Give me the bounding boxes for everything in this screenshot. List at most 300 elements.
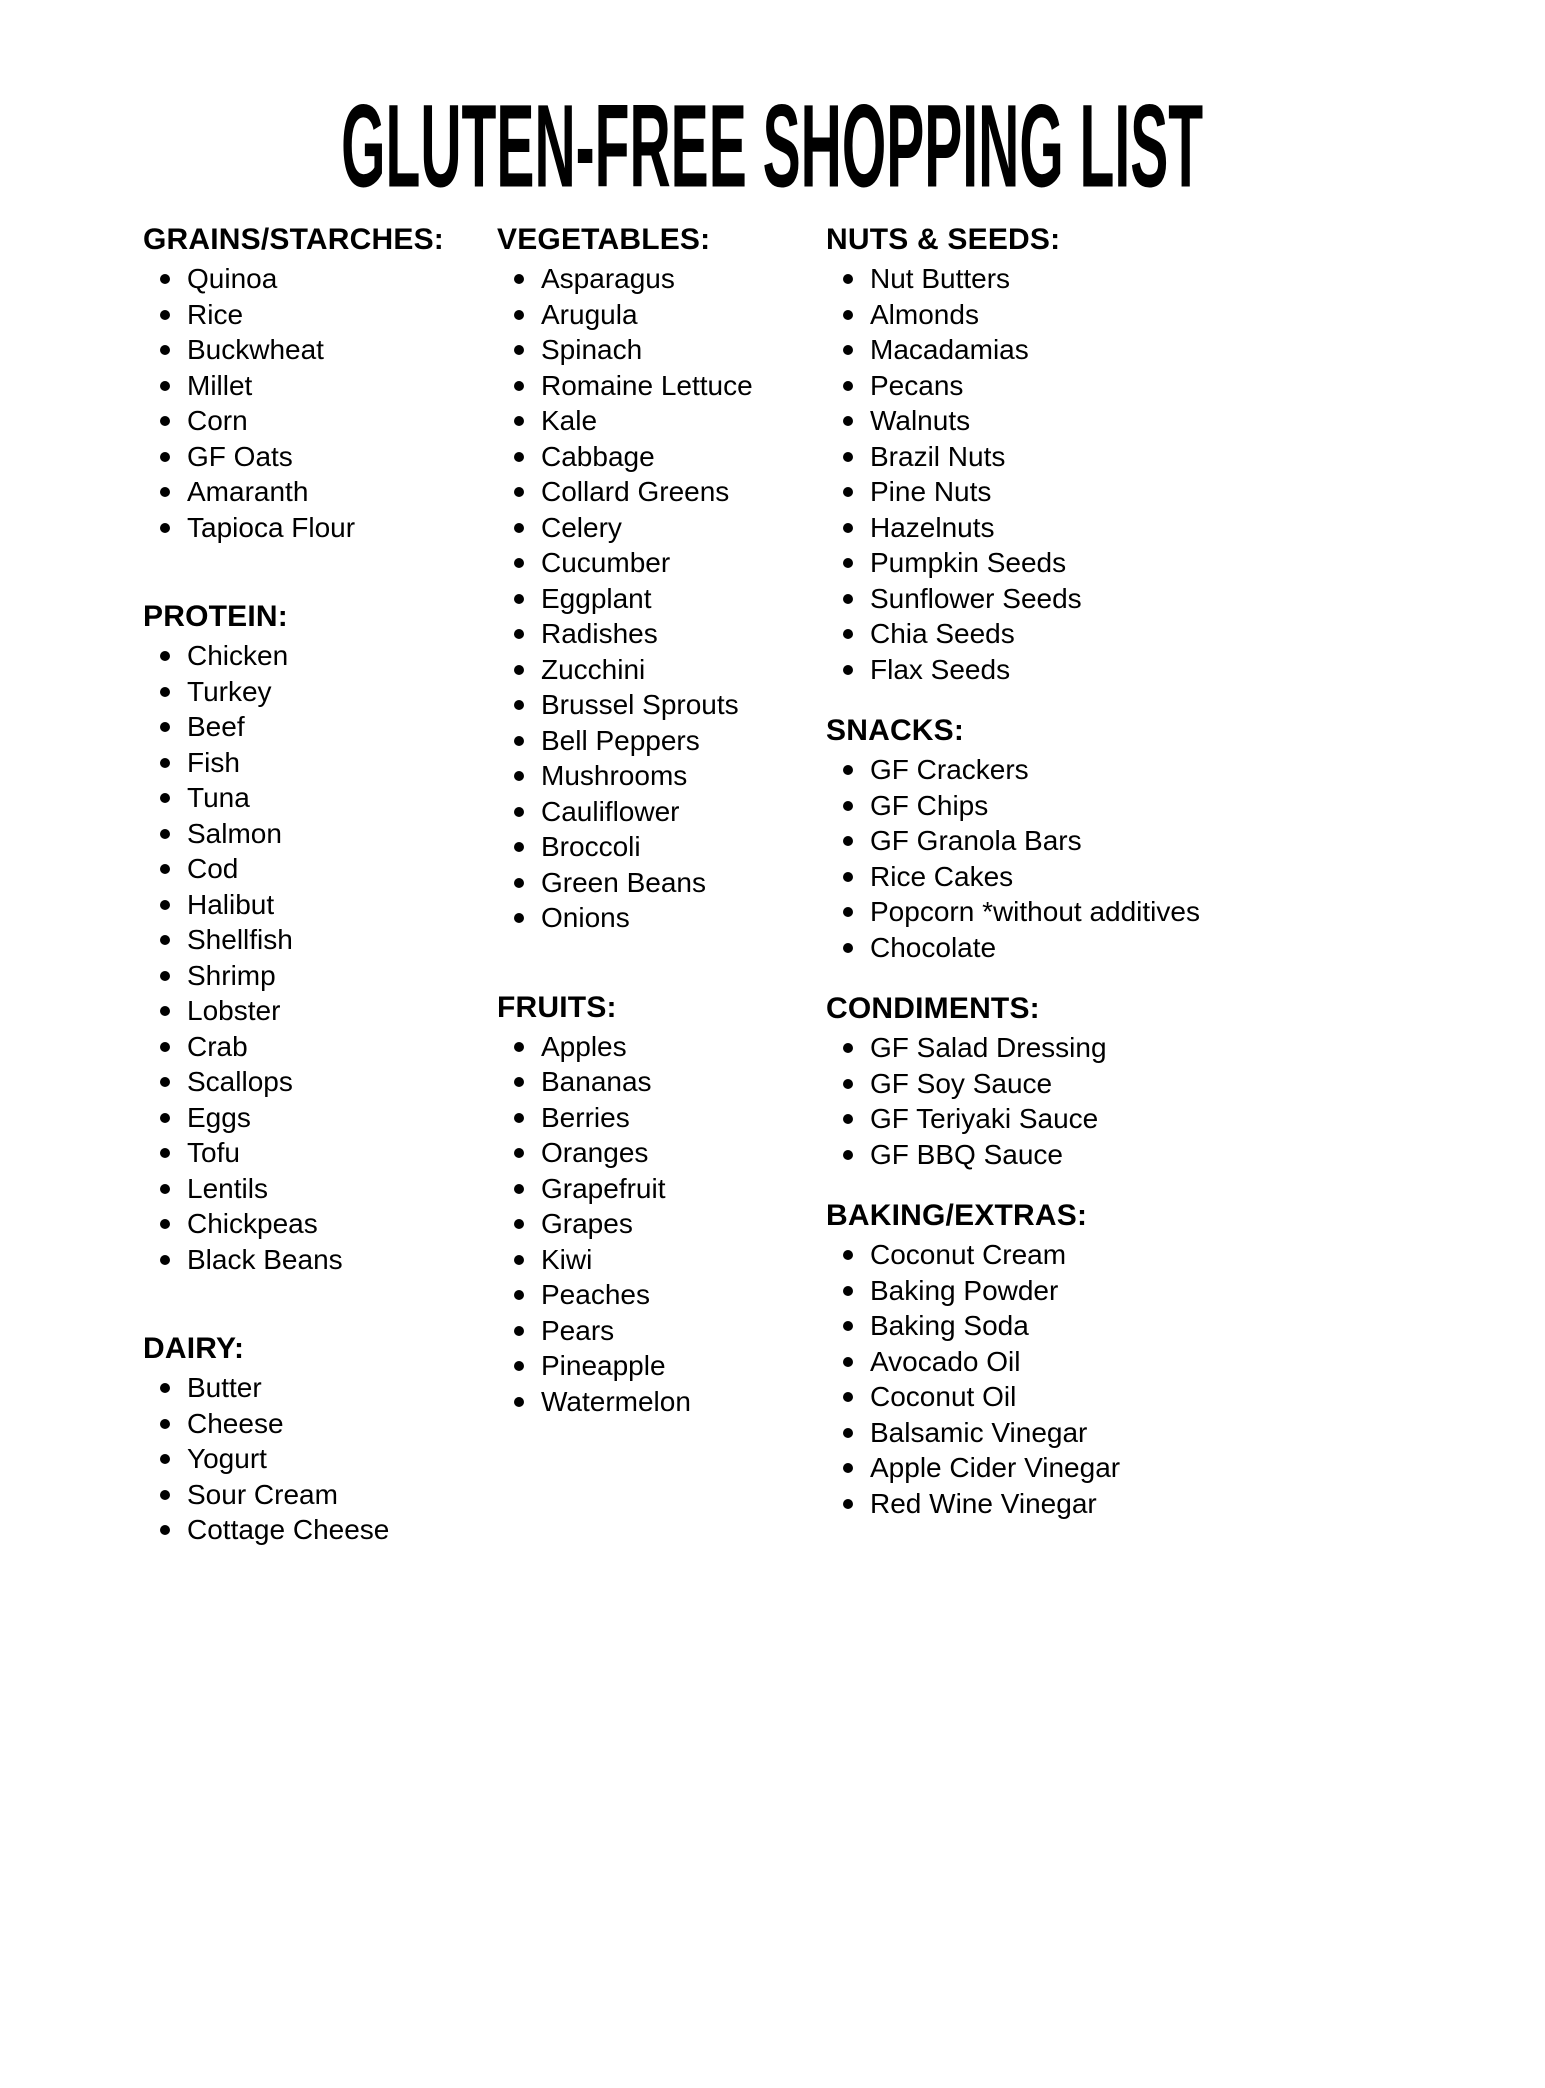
- list-item: [826, 1066, 1515, 1102]
- item-list: [143, 638, 497, 1277]
- item-label: Halibut: [187, 888, 275, 920]
- bullet-icon: [160, 1525, 170, 1535]
- bullet-icon: [843, 1250, 853, 1260]
- list-item: [497, 510, 826, 546]
- bullet-icon: [843, 1392, 853, 1402]
- list-item: [143, 403, 497, 439]
- column-2: [497, 222, 826, 1419]
- shopping-list-columns: [0, 222, 1545, 1548]
- list-item: [497, 581, 826, 617]
- section-heading: FRUITS:: [497, 990, 617, 1024]
- list-item: [143, 780, 497, 816]
- item-label: Yogurt: [187, 1443, 267, 1474]
- bullet-icon: [843, 1043, 853, 1053]
- bullet-icon: [514, 1397, 524, 1407]
- bullet-icon: [843, 801, 853, 811]
- item-label: Butter: [187, 1372, 262, 1403]
- list-item: [143, 1171, 497, 1207]
- section-heading: GRAINS/STARCHES:: [143, 223, 444, 256]
- list-item: [826, 930, 1515, 966]
- list-item: [497, 758, 826, 794]
- list-item: [826, 788, 1515, 824]
- item-label: Grapefruit: [541, 1172, 666, 1204]
- section-heading: PROTEIN:: [143, 600, 288, 633]
- bullet-icon: [843, 345, 853, 355]
- item-label: Scallops: [187, 1066, 293, 1097]
- list-item: [497, 1348, 826, 1384]
- bullet-icon: [843, 943, 853, 953]
- item-label: Apple Cider Vinegar: [870, 1452, 1121, 1483]
- section-dairy: [143, 1331, 497, 1548]
- bullet-icon: [160, 487, 170, 497]
- item-label: Cottage Cheese: [187, 1514, 390, 1545]
- list-item: [143, 474, 497, 510]
- item-label: Flax Seeds: [870, 653, 1011, 685]
- bullet-icon: [514, 700, 524, 710]
- item-label: Brazil Nuts: [870, 440, 1006, 472]
- item-label: Shellfish: [187, 924, 293, 955]
- bullet-icon: [160, 1077, 170, 1087]
- item-label: Popcorn *without additives: [870, 896, 1200, 927]
- list-item: [497, 332, 826, 368]
- bullet-icon: [514, 381, 524, 391]
- item-label: Chocolate: [870, 931, 997, 963]
- item-label: Kale: [541, 405, 598, 436]
- item-label: Berries: [541, 1101, 630, 1133]
- list-item: [143, 1206, 497, 1242]
- list-item: [826, 1273, 1515, 1309]
- bullet-icon: [843, 594, 853, 604]
- list-item: [826, 752, 1515, 788]
- list-item: [497, 1384, 826, 1420]
- section-grains-starches: [143, 222, 497, 545]
- bullet-icon: [514, 523, 524, 533]
- item-label: Tapioca Flour: [187, 511, 356, 543]
- list-item: [143, 638, 497, 674]
- bullet-icon: [514, 345, 524, 355]
- item-label: Turkey: [187, 675, 272, 707]
- list-item: [497, 616, 826, 652]
- item-label: Cucumber: [541, 547, 671, 578]
- bullet-icon: [843, 558, 853, 568]
- list-item: [497, 829, 826, 865]
- item-list: [143, 1370, 497, 1548]
- bullet-icon: [514, 665, 524, 675]
- item-label: Pineapple: [541, 1350, 666, 1381]
- item-label: Spinach: [541, 334, 643, 365]
- item-label: Buckwheat: [187, 334, 324, 365]
- item-label: Fish: [187, 746, 240, 778]
- list-item: [143, 1100, 497, 1136]
- bullet-icon: [514, 558, 524, 568]
- bullet-icon: [160, 971, 170, 981]
- list-item: [826, 1101, 1515, 1137]
- bullet-icon: [514, 1361, 524, 1371]
- section-fruits: [497, 990, 826, 1420]
- item-label: GF Chips: [870, 789, 989, 821]
- item-label: Pecans: [870, 369, 964, 401]
- list-item: [826, 1308, 1515, 1344]
- item-label: Quinoa: [187, 263, 278, 294]
- bullet-icon: [160, 1184, 170, 1194]
- item-label: Watermelon: [541, 1385, 691, 1417]
- list-item: [497, 1135, 826, 1171]
- bullet-icon: [160, 1006, 170, 1016]
- item-label: Brussel Sprouts: [541, 689, 739, 720]
- bullet-icon: [843, 452, 853, 462]
- item-label: Tofu: [187, 1137, 240, 1168]
- bullet-icon: [160, 1454, 170, 1464]
- bullet-icon: [843, 381, 853, 391]
- item-label: Amaranth: [187, 476, 309, 507]
- item-label: Macadamias: [870, 334, 1029, 365]
- item-label: Chicken: [187, 640, 289, 671]
- list-item: [143, 922, 497, 958]
- bullet-icon: [514, 594, 524, 604]
- item-label: Coconut Oil: [870, 1381, 1017, 1412]
- bullet-icon: [160, 416, 170, 426]
- list-item: [497, 1242, 826, 1278]
- bullet-icon: [843, 1428, 853, 1438]
- list-item: [826, 1379, 1515, 1415]
- list-item: [497, 368, 826, 404]
- bullet-icon: [160, 829, 170, 839]
- list-item: [826, 403, 1515, 439]
- bullet-icon: [843, 1150, 853, 1160]
- list-item: [143, 1406, 497, 1442]
- list-item: [826, 332, 1515, 368]
- list-item: [497, 794, 826, 830]
- list-item: [497, 439, 826, 475]
- bullet-icon: [843, 907, 853, 917]
- item-label: Oranges: [541, 1137, 649, 1168]
- item-label: Beef: [187, 711, 245, 742]
- item-label: Cauliflower: [541, 795, 680, 827]
- list-item: [143, 851, 497, 887]
- item-label: GF Crackers: [870, 754, 1029, 785]
- item-label: Grapes: [541, 1208, 633, 1239]
- list-item: [497, 687, 826, 723]
- item-label: Nut Butters: [870, 263, 1011, 294]
- item-list: [826, 1237, 1515, 1521]
- bullet-icon: [160, 1148, 170, 1158]
- list-item: [826, 823, 1515, 859]
- list-item: [497, 474, 826, 510]
- item-label: Celery: [541, 511, 622, 543]
- bullet-icon: [160, 1113, 170, 1123]
- list-item: [143, 261, 497, 297]
- list-item: [826, 1344, 1515, 1380]
- section-heading: BAKING/EXTRAS:: [826, 1199, 1088, 1232]
- list-item: [497, 1100, 826, 1136]
- list-item: [826, 368, 1515, 404]
- item-label: Peaches: [541, 1279, 650, 1310]
- item-label: Crab: [187, 1030, 248, 1062]
- bullet-icon: [160, 1383, 170, 1393]
- item-list: [497, 1029, 826, 1420]
- item-label: Lentils: [187, 1172, 268, 1204]
- list-item: [497, 652, 826, 688]
- page-title: GLUTEN-FREE SHOPPING LIST: [341, 81, 1204, 213]
- bullet-icon: [160, 310, 170, 320]
- bullet-icon: [160, 864, 170, 874]
- section-heading: VEGETABLES:: [497, 223, 711, 256]
- bullet-icon: [514, 736, 524, 746]
- bullet-icon: [160, 793, 170, 803]
- section-vegetables: [497, 222, 826, 936]
- bullet-icon: [160, 651, 170, 661]
- item-label: Chickpeas: [187, 1208, 318, 1239]
- bullet-icon: [160, 523, 170, 533]
- item-label: Chia Seeds: [870, 618, 1015, 649]
- item-label: Radishes: [541, 618, 658, 649]
- item-label: Corn: [187, 405, 248, 436]
- item-label: Broccoli: [541, 831, 641, 862]
- bullet-icon: [514, 842, 524, 852]
- item-list: [143, 261, 497, 545]
- list-item: [143, 1064, 497, 1100]
- list-item: [826, 1450, 1515, 1486]
- bullet-icon: [843, 310, 853, 320]
- item-label: Eggs: [187, 1101, 251, 1133]
- item-label: Pine Nuts: [870, 476, 992, 507]
- list-item: [143, 1029, 497, 1065]
- bullet-icon: [514, 1255, 524, 1265]
- bullet-icon: [843, 765, 853, 775]
- bullet-icon: [843, 1114, 853, 1124]
- bullet-icon: [160, 452, 170, 462]
- list-item: [143, 1512, 497, 1548]
- item-label: Almonds: [870, 298, 979, 330]
- bullet-icon: [514, 1326, 524, 1336]
- section-heading: DAIRY:: [143, 1332, 245, 1365]
- list-item: [143, 887, 497, 923]
- list-item: [497, 297, 826, 333]
- bullet-icon: [160, 274, 170, 284]
- item-label: Arugula: [541, 298, 638, 330]
- item-label: Red Wine Vinegar: [870, 1487, 1097, 1519]
- list-item: [497, 1029, 826, 1065]
- item-label: GF BBQ Sauce: [870, 1138, 1063, 1170]
- bullet-icon: [514, 1184, 524, 1194]
- item-label: GF Oats: [187, 440, 293, 472]
- bullet-icon: [160, 1255, 170, 1265]
- list-item: [143, 745, 497, 781]
- item-label: GF Salad Dressing: [870, 1032, 1107, 1063]
- list-item: [497, 865, 826, 901]
- item-label: Collard Greens: [541, 476, 730, 507]
- bullet-icon: [160, 722, 170, 732]
- bullet-icon: [514, 629, 524, 639]
- bullet-icon: [843, 1079, 853, 1089]
- item-label: Apples: [541, 1030, 627, 1062]
- item-label: Millet: [187, 369, 253, 401]
- bullet-icon: [160, 935, 170, 945]
- bullet-icon: [514, 1290, 524, 1300]
- list-item: [143, 1135, 497, 1171]
- list-item: [143, 510, 497, 546]
- bullet-icon: [160, 1219, 170, 1229]
- item-label: GF Teriyaki Sauce: [870, 1103, 1099, 1134]
- bullet-icon: [843, 629, 853, 639]
- item-label: Asparagus: [541, 263, 675, 294]
- item-label: Baking Soda: [870, 1310, 1029, 1341]
- list-item: [497, 900, 826, 936]
- list-item: [497, 545, 826, 581]
- list-item: [143, 709, 497, 745]
- bullet-icon: [843, 1286, 853, 1296]
- list-item: [143, 993, 497, 1029]
- bullet-icon: [843, 523, 853, 533]
- item-label: Hazelnuts: [870, 511, 995, 543]
- bullet-icon: [514, 310, 524, 320]
- bullet-icon: [160, 1042, 170, 1052]
- bullet-icon: [514, 1148, 524, 1158]
- list-item: [826, 297, 1515, 333]
- bullet-icon: [160, 758, 170, 768]
- bullet-icon: [514, 913, 524, 923]
- item-list: [497, 261, 826, 936]
- item-label: Cod: [187, 853, 239, 884]
- list-item: [143, 674, 497, 710]
- bullet-icon: [160, 1490, 170, 1500]
- bullet-icon: [514, 878, 524, 888]
- item-label: Salmon: [187, 817, 282, 849]
- item-label: Tuna: [187, 782, 250, 813]
- bullet-icon: [514, 1219, 524, 1229]
- bullet-icon: [843, 416, 853, 426]
- item-label: Balsamic Vinegar: [870, 1416, 1088, 1448]
- list-item: [143, 368, 497, 404]
- item-label: Rice: [187, 298, 244, 330]
- list-item: [826, 1237, 1515, 1273]
- list-item: [143, 1477, 497, 1513]
- bullet-icon: [843, 1357, 853, 1367]
- item-label: Lobster: [187, 995, 281, 1026]
- bullet-icon: [843, 1463, 853, 1473]
- item-list: [826, 1030, 1515, 1172]
- bullet-icon: [514, 416, 524, 426]
- list-item: [826, 894, 1515, 930]
- list-item: [826, 652, 1515, 688]
- section-heading: CONDIMENTS:: [826, 992, 1040, 1025]
- list-item: [826, 1137, 1515, 1173]
- item-label: Rice Cakes: [870, 860, 1014, 892]
- list-item: [497, 261, 826, 297]
- item-label: Black Beans: [187, 1243, 343, 1275]
- list-item: [143, 958, 497, 994]
- list-item: [826, 1030, 1515, 1066]
- bullet-icon: [514, 487, 524, 497]
- item-label: Zucchini: [541, 653, 646, 685]
- bullet-icon: [160, 900, 170, 910]
- item-label: Avocado Oil: [870, 1345, 1021, 1377]
- list-item: [826, 510, 1515, 546]
- bullet-icon: [514, 1077, 524, 1087]
- item-label: Walnuts: [870, 405, 971, 436]
- list-item: [826, 1415, 1515, 1451]
- section-nuts-seeds: [826, 222, 1515, 687]
- bullet-icon: [843, 1321, 853, 1331]
- bullet-icon: [843, 836, 853, 846]
- list-item: [826, 261, 1515, 297]
- item-label: Baking Powder: [870, 1274, 1059, 1306]
- item-label: GF Soy Sauce: [870, 1067, 1053, 1099]
- section-heading: NUTS & SEEDS:: [826, 223, 1061, 256]
- section-condiments: [826, 991, 1515, 1172]
- item-label: Eggplant: [541, 582, 652, 614]
- list-item: [497, 1171, 826, 1207]
- item-label: Mushrooms: [541, 760, 688, 791]
- bullet-icon: [843, 872, 853, 882]
- item-label: Pears: [541, 1314, 615, 1346]
- section-heading: SNACKS:: [826, 714, 965, 747]
- list-item: [826, 859, 1515, 895]
- list-item: [143, 816, 497, 852]
- bullet-icon: [160, 381, 170, 391]
- section-baking-extras: [826, 1198, 1515, 1521]
- item-label: GF Granola Bars: [870, 825, 1082, 856]
- bullet-icon: [843, 665, 853, 675]
- bullet-icon: [514, 807, 524, 817]
- list-item: [143, 297, 497, 333]
- item-label: Green Beans: [541, 866, 706, 898]
- column-1: [143, 222, 497, 1548]
- bullet-icon: [160, 687, 170, 697]
- list-item: [497, 1313, 826, 1349]
- list-item: [826, 1486, 1515, 1522]
- item-list: [826, 752, 1515, 965]
- list-item: [497, 1206, 826, 1242]
- item-list: [826, 261, 1515, 687]
- list-item: [826, 545, 1515, 581]
- item-label: Onions: [541, 902, 630, 933]
- bullet-icon: [514, 274, 524, 284]
- list-item: [143, 1242, 497, 1278]
- bullet-icon: [514, 1042, 524, 1052]
- list-item: [143, 439, 497, 475]
- item-label: Cabbage: [541, 440, 655, 472]
- bullet-icon: [514, 452, 524, 462]
- bullet-icon: [160, 1419, 170, 1429]
- list-item: [826, 439, 1515, 475]
- section-protein: [143, 599, 497, 1277]
- item-label: Coconut Cream: [870, 1239, 1067, 1270]
- item-label: Shrimp: [187, 959, 276, 991]
- bullet-icon: [843, 487, 853, 497]
- list-item: [497, 1277, 826, 1313]
- item-label: Bell Peppers: [541, 724, 700, 756]
- bullet-icon: [514, 1113, 524, 1123]
- list-item: [143, 1370, 497, 1406]
- list-item: [826, 474, 1515, 510]
- bullet-icon: [843, 274, 853, 284]
- section-snacks: [826, 713, 1515, 965]
- item-label: Sour Cream: [187, 1478, 338, 1510]
- item-label: Pumpkin Seeds: [870, 547, 1067, 578]
- list-item: [497, 723, 826, 759]
- item-label: Cheese: [187, 1407, 284, 1439]
- list-item: [826, 616, 1515, 652]
- item-label: Bananas: [541, 1066, 652, 1097]
- item-label: Romaine Lettuce: [541, 369, 753, 401]
- item-label: Sunflower Seeds: [870, 582, 1082, 614]
- list-item: [497, 1064, 826, 1100]
- bullet-icon: [160, 345, 170, 355]
- item-label: Kiwi: [541, 1243, 593, 1275]
- title-wrap: [0, 81, 1545, 213]
- bullet-icon: [843, 1499, 853, 1509]
